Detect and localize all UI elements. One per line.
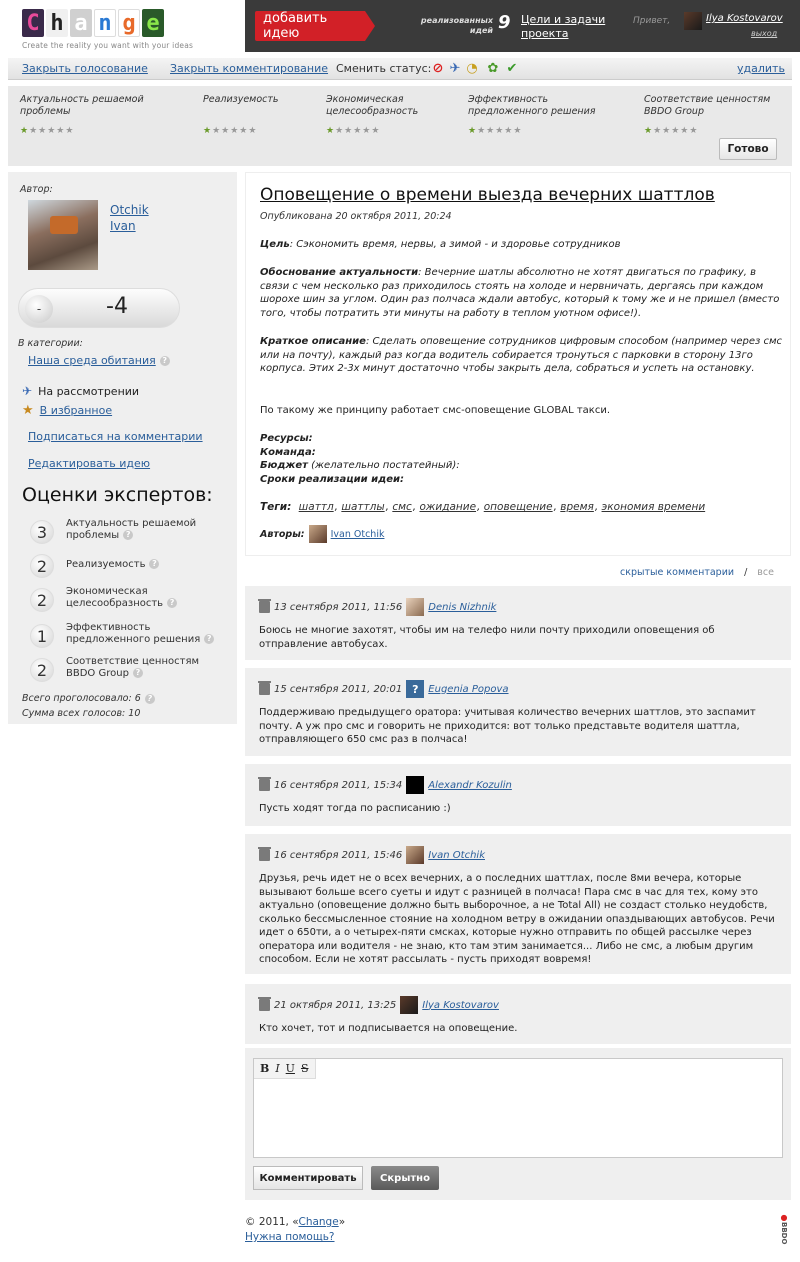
criterion-feasibility: Реализуемость bbox=[203, 94, 279, 105]
close-voting-link[interactable]: Закрыть голосование bbox=[22, 62, 148, 75]
idea-title[interactable]: Оповещение о времени выезда вечерних шаттлов bbox=[260, 185, 715, 205]
comment-header bbox=[259, 996, 499, 1014]
realized-ideas-label: реализованных идей bbox=[420, 16, 493, 35]
review-status-icon[interactable]: ✈ bbox=[449, 60, 461, 76]
user-name-link[interactable]: Ilya Kostovarov bbox=[706, 13, 783, 24]
tag-link[interactable]: экономия времени bbox=[601, 501, 706, 513]
change-link[interactable]: Change bbox=[298, 1216, 339, 1228]
comment-text: Поддерживаю предыдущего оратора: учитывая количество вечерних шаттлов, это заспамит почту. А уж про смс и говорить не приходится: вот только представьте водителя шаттла, отправляющего 650 смс раз в полчаса! bbox=[259, 707, 756, 745]
commenter-avatar[interactable] bbox=[406, 598, 424, 616]
goals-link[interactable]: Цели и задачи проекта bbox=[521, 13, 606, 40]
tag-link[interactable]: шаттл bbox=[298, 501, 334, 513]
commenter-link[interactable]: Eugenia Popova bbox=[428, 683, 509, 695]
expert-score: 2 bbox=[30, 588, 54, 612]
commenter-avatar[interactable] bbox=[406, 846, 424, 864]
rejected-status-icon[interactable]: ⊘ bbox=[432, 60, 444, 76]
top-bar bbox=[245, 0, 800, 52]
criterion-efficiency: Эффективность предложенного решения bbox=[468, 94, 596, 117]
category-label: В категории: bbox=[18, 338, 83, 349]
comment-date: 15 сентября 2011, 20:01 bbox=[274, 683, 403, 695]
trash-icon[interactable] bbox=[259, 601, 270, 613]
help-icon[interactable]: ? bbox=[160, 356, 170, 366]
vote-score: -4 bbox=[106, 294, 128, 319]
idea-authors bbox=[260, 525, 384, 543]
comment-header bbox=[259, 680, 509, 698]
edit-idea-link[interactable]: Редактировать идею bbox=[28, 457, 151, 470]
comment-text: Друзья, речь идет не о всех вечерних, а о последних шаттлах, после 8ми вечера, которые вызывают больше всего суеты и идут с разницей в полчаса! Пара смс в час для тех, кому это актуально (оповещение должно быть выборочное, а не Total All) не создаст столько неудобств, сколько бессмысленное стояние на холодном ветру в ожидании опаздывающих автобусов. Речи идет о 650ти, а о четырех-пяти смсках, которые нужно отправить по общей рассылке через оператора или водителя - не знаю, кто там этим занимается... Либо не смс, а любым другим способом. Если не хотят рассылать - пусть приходят вовремя! bbox=[259, 873, 775, 965]
idea-resources: Ресурсы: bbox=[260, 433, 313, 444]
tag-link[interactable]: ожидание bbox=[419, 501, 477, 513]
author-link[interactable]: Ivan Otchik bbox=[330, 528, 385, 540]
expert-criterion: Эффективность предложенного решения ? bbox=[66, 622, 226, 646]
done-button[interactable]: Готово bbox=[719, 138, 777, 160]
criterion-values: Соответствие ценностям BBDO Group bbox=[644, 94, 771, 117]
comment bbox=[245, 984, 791, 1044]
criterion-relevance: Актуальность решаемой проблемы bbox=[20, 94, 144, 117]
logo-letter: n bbox=[94, 9, 116, 37]
status-row bbox=[22, 384, 139, 398]
default-avatar-icon[interactable]: ? bbox=[406, 680, 424, 698]
strikethrough-button[interactable]: S bbox=[300, 1062, 309, 1075]
expert-criterion: Экономическая целесообразность ? bbox=[66, 586, 226, 610]
comment-filter bbox=[620, 567, 774, 578]
add-idea-button[interactable]: добавить идею bbox=[255, 11, 365, 41]
author-last-name-link[interactable]: Ivan bbox=[110, 219, 136, 233]
greeting: Привет, bbox=[633, 16, 671, 26]
criterion-relevance-stars[interactable]: ★★★★★★ bbox=[20, 126, 75, 136]
comment-date: 16 сентября 2011, 15:46 bbox=[274, 849, 403, 861]
expert-criterion: Реализуемость ? bbox=[66, 559, 226, 571]
comment-form bbox=[245, 1048, 791, 1200]
delete-link[interactable]: удалить bbox=[737, 62, 785, 75]
comment-header bbox=[259, 598, 496, 616]
help-icon[interactable]: ? bbox=[167, 598, 177, 608]
vote-widget bbox=[18, 288, 180, 328]
comment bbox=[245, 764, 791, 826]
criterion-economics: Экономическая целесообразность bbox=[326, 94, 419, 117]
comment-editor[interactable] bbox=[253, 1058, 783, 1158]
help-icon[interactable]: ? bbox=[123, 530, 133, 540]
trash-icon[interactable] bbox=[259, 779, 270, 791]
logo-letter: C bbox=[22, 9, 44, 37]
logo-letter: e bbox=[142, 9, 164, 37]
comment bbox=[245, 834, 791, 974]
logo-letter: a bbox=[70, 9, 92, 37]
help-icon[interactable]: ? bbox=[145, 694, 155, 704]
author-photo[interactable] bbox=[28, 200, 98, 270]
review-status-icon: ✈ bbox=[22, 384, 33, 398]
logo-letter: g bbox=[118, 9, 140, 37]
trash-icon[interactable] bbox=[259, 999, 270, 1011]
category-link[interactable]: Наша среда обитания bbox=[28, 354, 156, 367]
help-icon[interactable]: ? bbox=[133, 668, 143, 678]
tag-link[interactable]: оповещение bbox=[483, 501, 553, 513]
vote-minus-button[interactable]: - bbox=[25, 295, 53, 323]
favorites-row bbox=[22, 403, 112, 418]
help-icon[interactable]: ? bbox=[149, 559, 159, 569]
logout-link[interactable]: выход bbox=[751, 29, 778, 38]
authors-label: Авторы: bbox=[260, 528, 305, 540]
status-text: На рассмотрении bbox=[38, 384, 140, 398]
help-icon[interactable]: ? bbox=[204, 634, 214, 644]
criterion-efficiency-stars[interactable]: ★★★★★★ bbox=[468, 126, 523, 136]
hidden-comments-link[interactable]: скрытые комментарии bbox=[620, 567, 735, 578]
header bbox=[0, 0, 800, 52]
approved-status-icon[interactable]: ✔ bbox=[506, 60, 518, 76]
idea-note: По такому же принципу работает смс-оповещение GLOBAL такси. bbox=[260, 405, 611, 416]
total-sum: Сумма всех голосов: 10 bbox=[22, 708, 141, 719]
idea-description: Краткое описание: Сделать оповещение сотрудников цифровым способом (например через смс или на почту), каждый раз когда водитель собирается тронуться с парковки в сторону 13го корпуса. Этих 2-3х минут достаточно чтобы закрыть дела, собраться и успеть на остановку. bbox=[260, 336, 783, 374]
commenter-link[interactable]: Denis Nizhnik bbox=[428, 601, 497, 613]
comment-header bbox=[259, 846, 485, 864]
idea-tags: Теги: шаттл, шаттлы, смс, ожидание, оповещение, время, экономия времени bbox=[260, 501, 706, 513]
author-photo-detail bbox=[50, 216, 78, 234]
rating-criteria-panel bbox=[8, 86, 792, 166]
copyright: © 2011, «Change» bbox=[245, 1216, 346, 1228]
bbdo-logo[interactable]: ● BBDO bbox=[780, 1213, 788, 1245]
commenter-avatar[interactable] bbox=[400, 996, 418, 1014]
subscribe-comments-link[interactable]: Подписаться на комментарии bbox=[28, 430, 203, 443]
comment-text: Кто хочет, тот и подписывается на оповещение. bbox=[259, 1023, 518, 1034]
idea-team: Команда: bbox=[260, 447, 316, 458]
comment-text: Пусть ходят тогда по расписанию :) bbox=[259, 803, 451, 814]
idea-relevance: Обоснование актуальности: Вечерние шатлы абсолютно не хотят двигаться по графику, в связи с чем несколько раз приходилось стоять на холоде и нервничать, дергаясь при каждом шорохе шин за углом. Один раз полчаса ждали автобус, который к тому же и не пришел (вместо того, чтобы потратить эти минуты на работу в теплом уютном офисе!). bbox=[260, 267, 780, 319]
comment-date: 13 сентября 2011, 11:56 bbox=[274, 601, 403, 613]
comment-text: Боюсь не многие захотят, чтобы им на телефо нили почту приходили оповещения об отправление автобусах. bbox=[259, 625, 715, 650]
expert-score: 2 bbox=[30, 554, 54, 578]
commenter-link[interactable]: Ilya Kostovarov bbox=[422, 999, 499, 1011]
idea-sidebar bbox=[8, 172, 237, 724]
comment-header bbox=[259, 776, 512, 794]
commenter-link[interactable]: Alexandr Kozulin bbox=[428, 779, 512, 791]
realized-ideas-count: 9 bbox=[498, 12, 511, 33]
criterion-economics-stars[interactable]: ★★★★★★ bbox=[326, 126, 381, 136]
filter-separator: / bbox=[744, 567, 748, 578]
expert-score: 3 bbox=[30, 520, 54, 544]
author-label: Автор: bbox=[20, 184, 53, 195]
logo-area[interactable] bbox=[0, 0, 245, 52]
user-avatar[interactable] bbox=[684, 12, 702, 30]
star-icon: ★ bbox=[22, 403, 34, 418]
total-voted: Всего проголосовало: 6 ? bbox=[22, 693, 155, 704]
logo[interactable] bbox=[22, 9, 164, 37]
editor-toolbar bbox=[254, 1059, 316, 1079]
comment bbox=[245, 586, 791, 660]
underline-button[interactable]: U bbox=[285, 1062, 295, 1075]
logo-tagline: Create the reality you want with your ideas bbox=[22, 41, 194, 50]
idea-card bbox=[245, 172, 791, 556]
in-progress-status-icon[interactable]: ✿ bbox=[487, 60, 499, 76]
tags-label: Теги: bbox=[260, 501, 292, 513]
idea-date: Опубликована 20 октября 2011, 20:24 bbox=[260, 211, 452, 222]
logo-letter: h bbox=[46, 9, 68, 37]
comment bbox=[245, 668, 791, 756]
idea-goal: Цель: Сэкономить время, нервы, а зимой - и здоровье сотрудников bbox=[260, 239, 621, 250]
idea-budget: Бюджет (желательно постатейный): bbox=[260, 460, 460, 471]
tag-link[interactable]: шаттлы bbox=[341, 501, 385, 513]
criterion-values-stars[interactable]: ★★★★★★ bbox=[644, 126, 699, 136]
expert-score: 1 bbox=[30, 624, 54, 648]
criterion-feasibility-stars[interactable]: ★★★★★★ bbox=[203, 126, 258, 136]
author-first-name-link[interactable]: Otchik bbox=[110, 203, 149, 217]
pending-status-icon[interactable]: ◔ bbox=[466, 60, 478, 76]
submit-comment-button[interactable]: Комментировать bbox=[253, 1166, 363, 1190]
expert-ratings-title: Оценки экспертов: bbox=[22, 484, 213, 506]
comment-date: 21 октября 2011, 13:25 bbox=[274, 999, 397, 1011]
all-comments-link[interactable]: все bbox=[757, 567, 774, 578]
expert-score: 2 bbox=[30, 658, 54, 682]
close-comments-link[interactable]: Закрыть комментирование bbox=[170, 62, 329, 75]
bold-button[interactable]: B bbox=[260, 1062, 270, 1075]
moderation-toolbar bbox=[8, 58, 792, 80]
bbdo-logo-text: BBDO bbox=[780, 1222, 788, 1245]
hidden-comment-button[interactable]: Скрытно bbox=[371, 1166, 439, 1190]
trash-icon[interactable] bbox=[259, 849, 270, 861]
add-to-favorites-link[interactable]: В избранное bbox=[39, 404, 113, 417]
commenter-link[interactable]: Ivan Otchik bbox=[428, 849, 485, 861]
trash-icon[interactable] bbox=[259, 683, 270, 695]
idea-terms: Сроки реализации идеи: bbox=[260, 474, 404, 485]
category-row bbox=[28, 354, 170, 367]
italic-button[interactable]: I bbox=[275, 1062, 280, 1075]
expert-criterion: Соответствие ценностям BBDO Group ? bbox=[66, 656, 199, 679]
tag-link[interactable]: смс bbox=[392, 501, 412, 513]
commenter-avatar[interactable] bbox=[406, 776, 424, 794]
change-status-label: Сменить статус: bbox=[336, 62, 432, 75]
add-idea-arrow[interactable] bbox=[365, 11, 375, 41]
author-avatar[interactable] bbox=[309, 525, 327, 543]
comment-date: 16 сентября 2011, 15:34 bbox=[274, 779, 403, 791]
help-link[interactable]: Нужна помощь? bbox=[245, 1231, 335, 1243]
tag-link[interactable]: время bbox=[560, 501, 594, 513]
expert-criterion: Актуальность решаемой проблемы ? bbox=[66, 518, 197, 541]
